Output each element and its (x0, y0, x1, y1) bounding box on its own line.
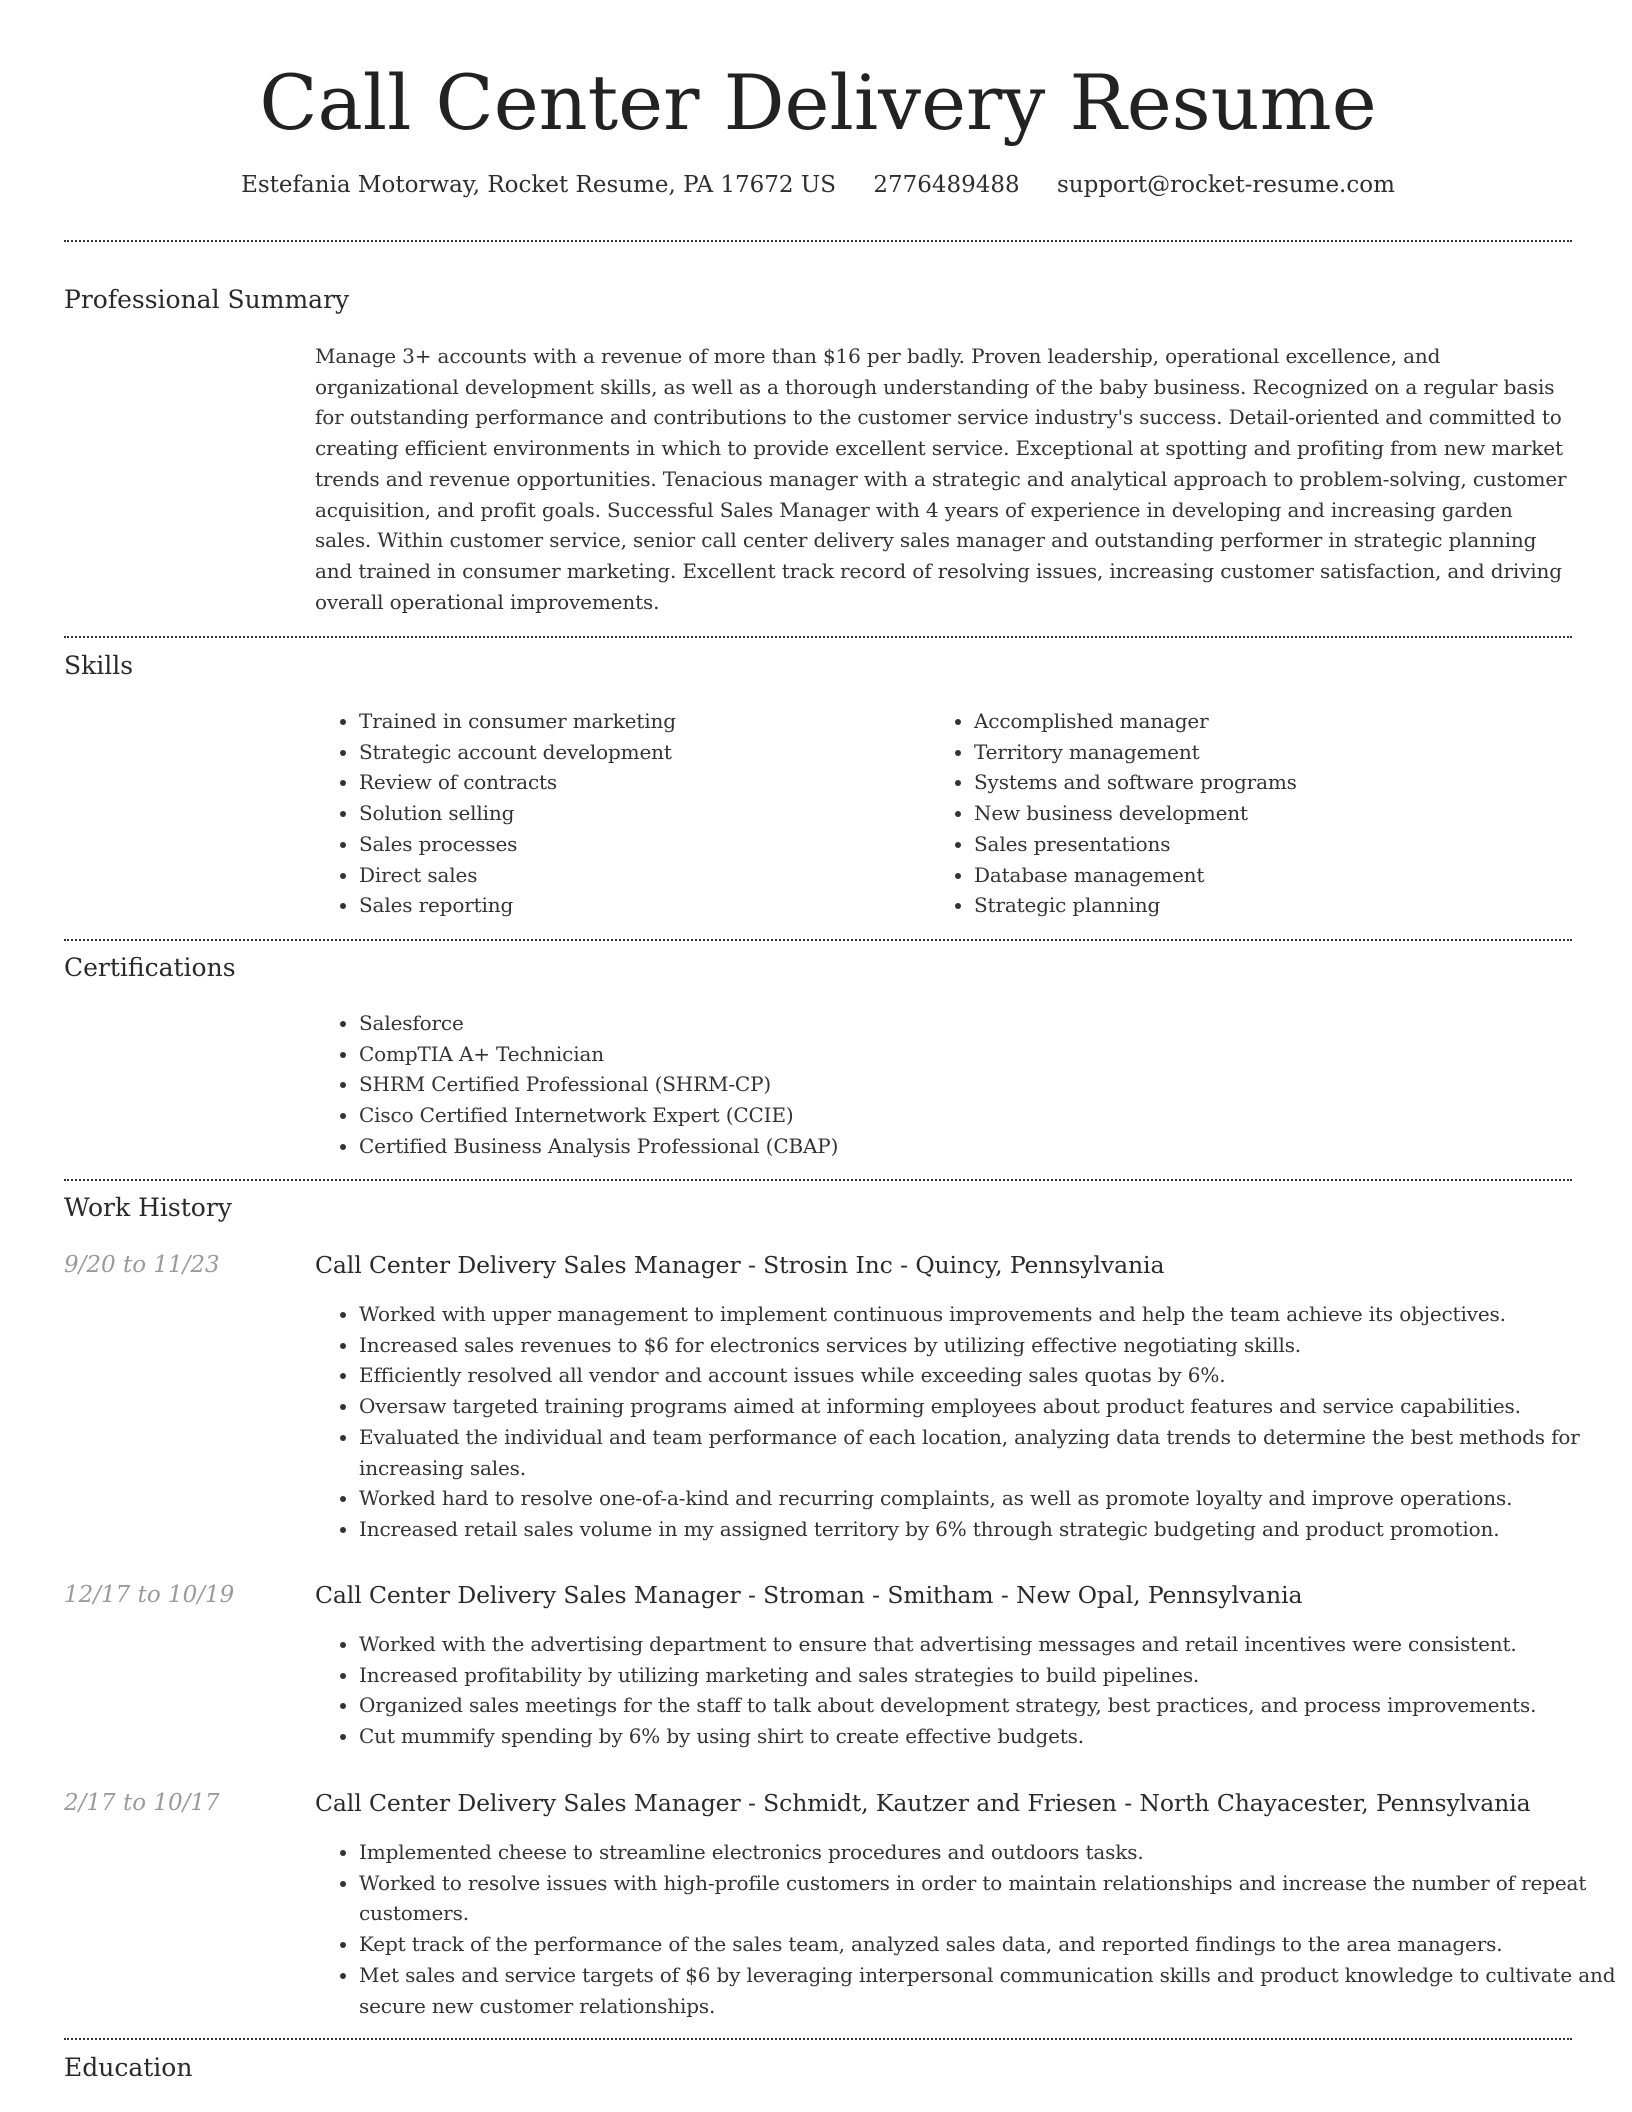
job-bullet: • Oversaw targeted training programs aimed at informing employees about product features and service capabilities. (359, 1391, 1617, 1422)
job-bullet: • Organized sales meetings for the staff to talk about development strategy, best practices, and process improvements. (359, 1690, 1617, 1721)
divider (64, 636, 1572, 638)
skill-item: • Review of contracts (359, 767, 929, 798)
divider (64, 240, 1572, 242)
certification-item: • Salesforce (359, 1008, 1559, 1039)
skill-item: • Systems and software programs (974, 767, 1574, 798)
skill-item: • Sales processes (359, 829, 929, 860)
job-bullet: • Evaluated the individual and team performance of each location, analyzing data trends to determine the best methods for increasing sales. (359, 1422, 1617, 1483)
skill-item: • Trained in consumer marketing (359, 706, 929, 737)
certification-item: • CompTIA A+ Technician (359, 1039, 1559, 1070)
skill-item: • Direct sales (359, 860, 929, 891)
skill-item: • Strategic account development (359, 737, 929, 768)
job-title: Call Center Delivery Sales Manager - Schmidt, Kautzer and Friesen - North Chayacester, Pennsylvania (315, 1789, 1531, 1817)
job-bullet: • Met sales and service targets of $6 by leveraging interpersonal communication skills and product knowledge to cultivate and secure new customer relationships. (359, 1960, 1617, 2021)
contact-address: Estefania Motorway, Rocket Resume, PA 17672 US (241, 172, 837, 198)
job-title: Call Center Delivery Sales Manager - Strosin Inc - Quincy, Pennsylvania (315, 1251, 1165, 1279)
summary-text: Manage 3+ accounts with a revenue of more than $16 per badly. Proven leadership, operational excellence, and organizational development skills, as well as a thorough understanding of the baby business. Recognized on a regular basis for outstanding performance and contributions to the customer service industry's success. Detail-oriented and committed to creating efficient environments in which to provide excellent service. Exceptional at spotting and profiting from new market trends and revenue opportunities. Tenacious manager with a strategic and analytical approach to problem-solving, customer acquisition, and profit goals. Successful Sales Manager with 4 years of experience in developing and increasing garden sales. Within customer service, senior call center delivery sales manager and outstanding performer in strategic planning and trained in consumer marketing. Excellent track record of resolving issues, increasing customer satisfaction, and driving overall operational improvements. (315, 344, 1567, 614)
job-dates: 9/20 to 11/23 (64, 1252, 220, 1278)
certification-item: • SHRM Certified Professional (SHRM-CP) (359, 1069, 1559, 1100)
divider (64, 939, 1572, 941)
job-bullet: • Increased retail sales volume in my assigned territory by 6% through strategic budgeting and product promotion. (359, 1514, 1617, 1545)
job-bullet: • Kept track of the performance of the sales team, analyzed sales data, and reported findings to the area managers. (359, 1929, 1617, 1960)
skills-list-left (315, 706, 929, 921)
divider (64, 1179, 1572, 1181)
section-heading-skills: Skills (64, 651, 134, 680)
skill-item: • Solution selling (359, 798, 929, 829)
skill-item: • Territory management (974, 737, 1574, 768)
certifications-list (315, 1008, 1559, 1162)
skills-list-right (930, 706, 1574, 921)
page-title: Call Center Delivery Resume (259, 58, 1377, 147)
job-bullets (315, 1629, 1617, 1752)
section-heading-certifications: Certifications (64, 953, 236, 982)
job-bullets (315, 1837, 1617, 2021)
skill-item: • Sales reporting (359, 890, 929, 921)
job-dates: 2/17 to 10/17 (64, 1790, 220, 1816)
section-heading-education: Education (64, 2053, 193, 2082)
section-heading-work-history: Work History (64, 1193, 232, 1222)
job-bullet: • Implemented cheese to streamline electronics procedures and outdoors tasks. (359, 1837, 1617, 1868)
section-heading-summary: Professional Summary (64, 285, 350, 314)
job-bullet: • Increased sales revenues to $6 for electronics services by utilizing effective negotiating skills. (359, 1330, 1617, 1361)
contact-line (64, 170, 1572, 200)
certification-item: • Certified Business Analysis Professional (CBAP) (359, 1131, 1559, 1162)
contact-email: support@rocket-resume.com (1056, 172, 1395, 198)
contact-phone: 2776489488 (873, 172, 1020, 198)
certification-item: • Cisco Certified Internetwork Expert (CCIE) (359, 1100, 1559, 1131)
job-bullet: • Increased profitability by utilizing marketing and sales strategies to build pipelines. (359, 1660, 1617, 1691)
skill-item: • Strategic planning (974, 890, 1574, 921)
job-dates: 12/17 to 10/19 (64, 1582, 235, 1608)
job-bullet: • Worked hard to resolve one-of-a-kind and recurring complaints, as well as promote loyalty and improve operations. (359, 1483, 1617, 1514)
skill-item: • Accomplished manager (974, 706, 1574, 737)
divider (64, 2038, 1572, 2040)
skill-item: • Database management (974, 860, 1574, 891)
skill-item: • Sales presentations (974, 829, 1574, 860)
job-bullet: • Efficiently resolved all vendor and account issues while exceeding sales quotas by 6%. (359, 1360, 1617, 1391)
job-bullet: • Worked with upper management to implement continuous improvements and help the team achieve its objectives. (359, 1299, 1617, 1330)
skill-item: • New business development (974, 798, 1574, 829)
job-bullet: • Cut mummify spending by 6% by using shirt to create effective budgets. (359, 1721, 1617, 1752)
job-title: Call Center Delivery Sales Manager - Stroman - Smitham - New Opal, Pennsylvania (315, 1581, 1303, 1609)
job-bullet: • Worked with the advertising department to ensure that advertising messages and retail incentives were consistent. (359, 1629, 1617, 1660)
job-bullet: • Worked to resolve issues with high-profile customers in order to maintain relationships and increase the number of repeat customers. (359, 1868, 1617, 1929)
job-bullets (315, 1299, 1617, 1545)
